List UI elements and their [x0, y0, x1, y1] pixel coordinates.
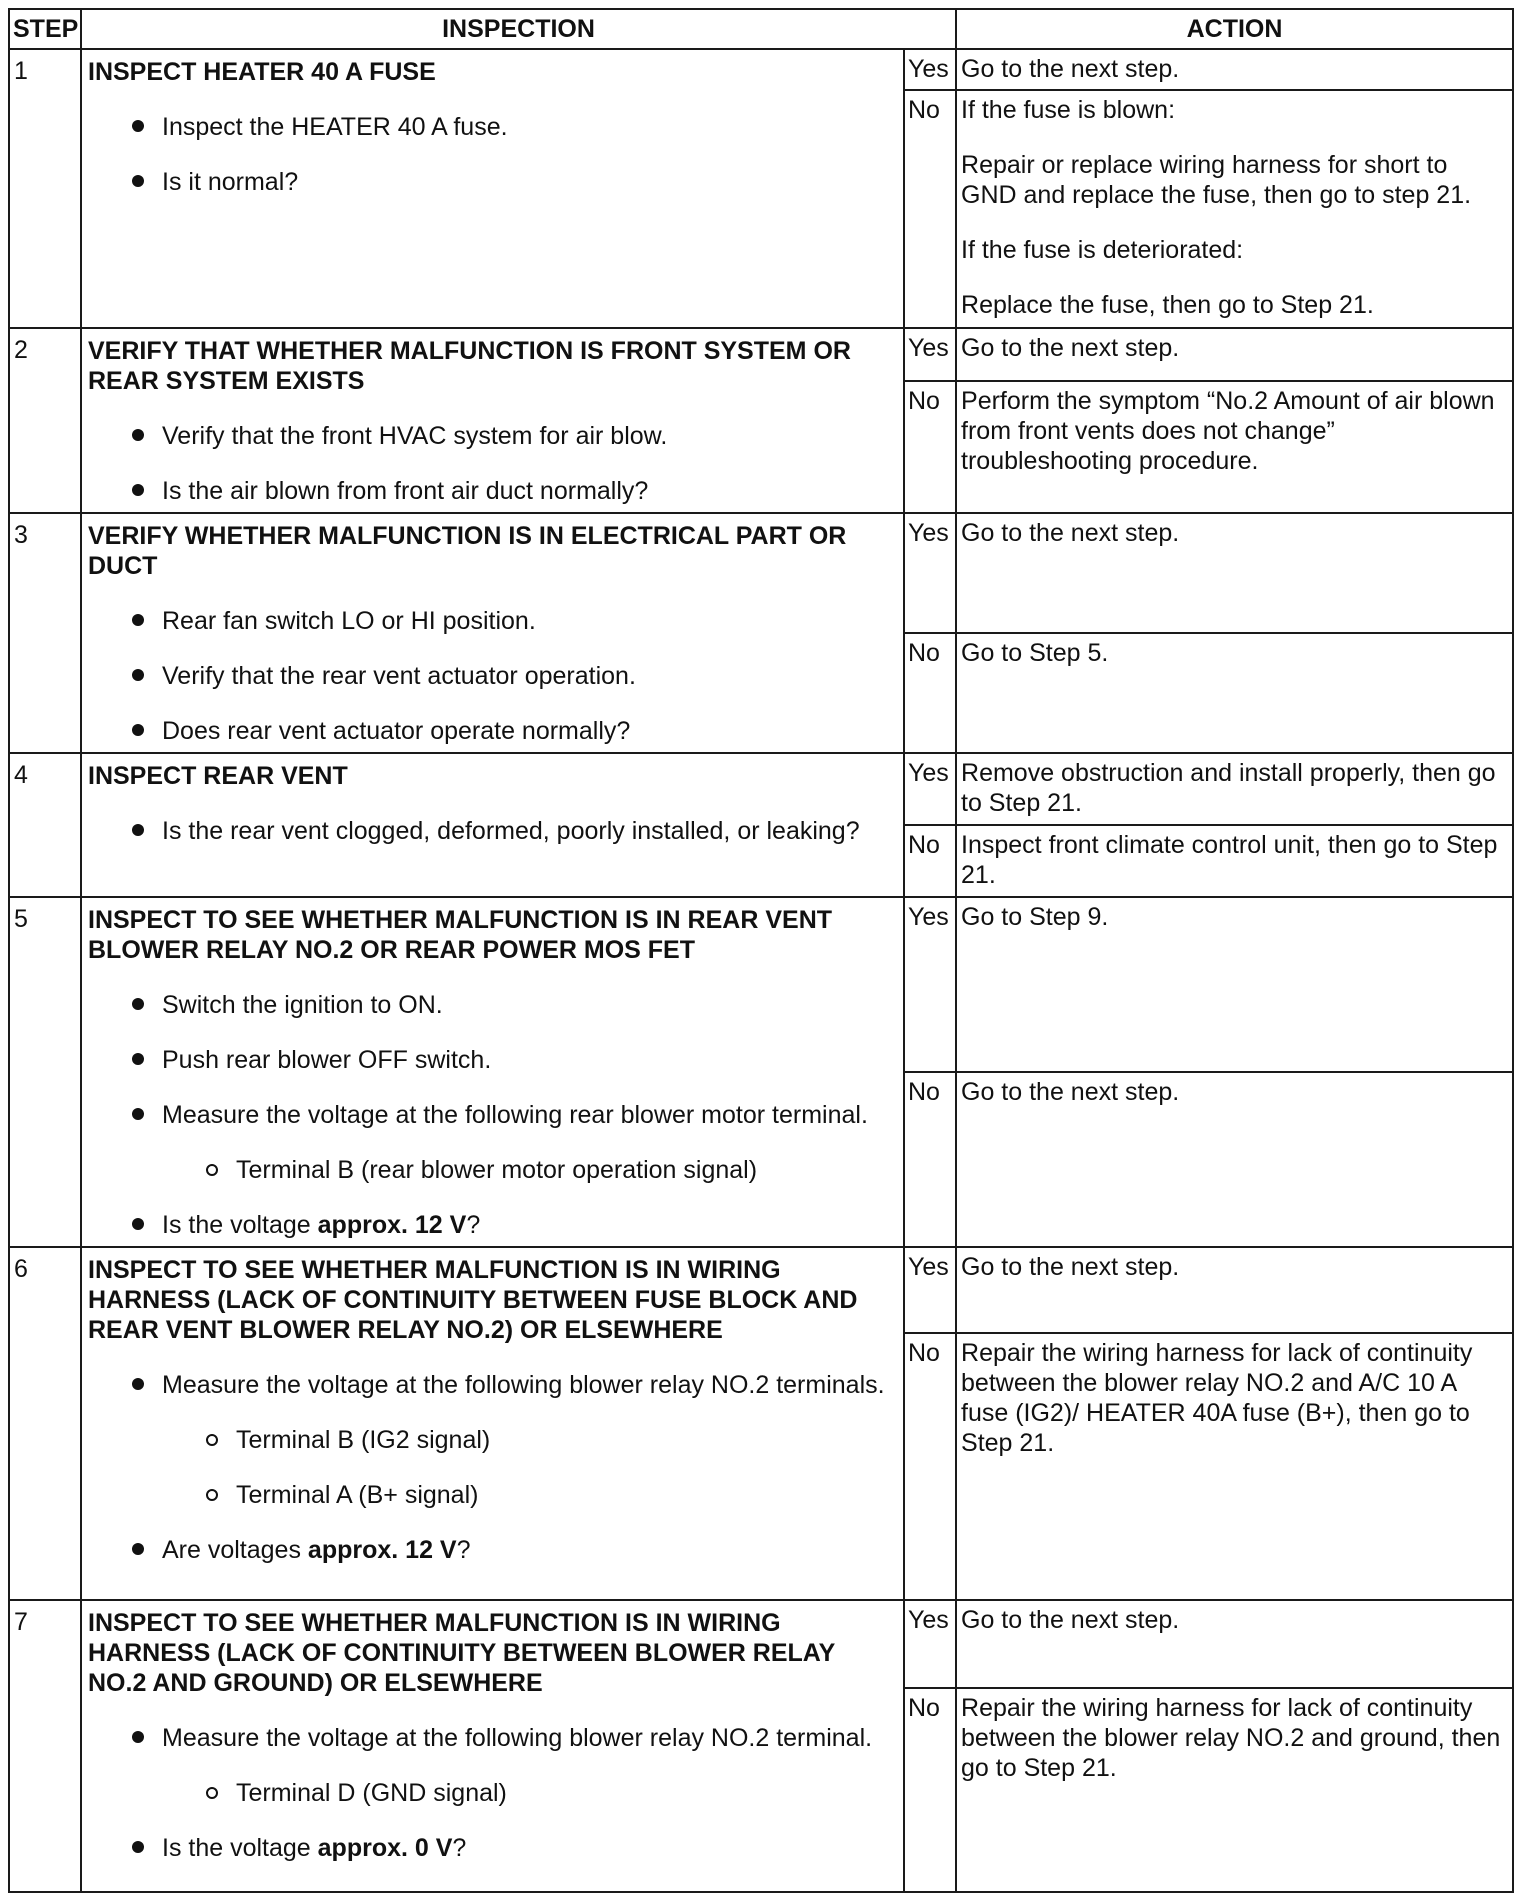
action-text: Inspect front climate control unit, then go to Step 21. [961, 831, 1498, 889]
step-number: 5 [9, 897, 81, 1247]
inspection-bullet: Is the air blown from front air duct normally? [88, 476, 897, 506]
yes-label: Yes [904, 49, 956, 90]
no-label: No [904, 1072, 956, 1247]
inspection-cell [81, 328, 904, 513]
inspection-column-header: INSPECTION [81, 9, 956, 49]
step-column-header: STEP [9, 9, 81, 49]
inspection-sub-bullet: Terminal B (IG2 signal) [88, 1425, 897, 1455]
inspection-bullet: Verify that the rear vent actuator operation. [88, 661, 897, 691]
table-row [9, 753, 1513, 825]
no-action [956, 381, 1513, 513]
question-text: Is the voltage [162, 1834, 318, 1862]
yes-action [956, 513, 1513, 633]
step-number: 3 [9, 513, 81, 753]
no-action [956, 633, 1513, 753]
action-text: Go to Step 5. [961, 639, 1109, 667]
no-label: No [904, 633, 956, 753]
question-value: approx. 12 V [317, 1211, 467, 1239]
step-number: 2 [9, 328, 81, 513]
yes-action [956, 1247, 1513, 1333]
yes-label: Yes [904, 1247, 956, 1333]
step-title: INSPECT TO SEE WHETHER MALFUNCTION IS IN WIRING HARNESS (LACK OF CONTINUITY BETWEEN BLOWER RELAY NO.2 AND GROUND) OR ELSEWHERE [88, 1609, 835, 1697]
step-title: VERIFY WHETHER MALFUNCTION IS IN ELECTRICAL PART OR DUCT [88, 522, 847, 580]
inspection-cell [81, 753, 904, 897]
question-value: approx. 0 V [317, 1834, 453, 1862]
inspection-bullet: Push rear blower OFF switch. [88, 1045, 897, 1075]
yes-action [956, 897, 1513, 1072]
action-column-header: ACTION [956, 9, 1513, 49]
inspection-bullet: Is it normal? [88, 167, 897, 197]
inspection-bullet: Measure the voltage at the following blower relay NO.2 terminal. [88, 1723, 897, 1753]
inspection-list [88, 1723, 897, 1863]
action-text: Go to the next step. [961, 1078, 1180, 1106]
action-text: Perform the symptom “No.2 Amount of air blown from front vents does not change” troubleshooting procedure. [961, 386, 1495, 475]
yes-action [956, 328, 1513, 381]
no-label: No [904, 1333, 956, 1600]
inspection-bullet: Is the rear vent clogged, deformed, poorly installed, or leaking? [88, 816, 897, 846]
action-text: Repair the wiring harness for lack of continuity between the blower relay NO.2 and A/C 10 A fuse (IG2)/ HEATER 40A fuse (B+), then go to Step 21. [961, 1339, 1473, 1457]
action-text: Go to the next step. [961, 1253, 1180, 1281]
action-text: Remove obstruction and install properly, then go to Step 21. [961, 759, 1496, 817]
inspection-cell [81, 513, 904, 753]
question-text: Are voltages [162, 1536, 308, 1564]
inspection-bullet: Measure the voltage at the following rear blower motor terminal. [88, 1100, 897, 1130]
troubleshooting-table [8, 8, 1514, 1893]
action-text: Go to the next step. [961, 1606, 1180, 1634]
inspection-list [88, 112, 897, 197]
no-label: No [904, 825, 956, 897]
action-text: Go to the next step. [961, 55, 1180, 83]
no-action [956, 825, 1513, 897]
step-number: 6 [9, 1247, 81, 1600]
inspection-bullet: Measure the voltage at the following blower relay NO.2 terminals. [88, 1370, 897, 1400]
step-number: 4 [9, 753, 81, 897]
yes-label: Yes [904, 513, 956, 633]
inspection-list [88, 990, 897, 1240]
yes-label: Yes [904, 753, 956, 825]
yes-action [956, 753, 1513, 825]
yes-label: Yes [904, 328, 956, 381]
inspection-list [88, 606, 897, 746]
yes-action [956, 1600, 1513, 1688]
question-mark: ? [456, 1536, 471, 1564]
table-row [9, 897, 1513, 1072]
no-action [956, 1072, 1513, 1247]
action-text: Go to the next step. [961, 519, 1180, 547]
action-text: Replace the fuse, then go to Step 21. [961, 291, 1374, 319]
table-row [9, 513, 1513, 633]
action-text: Go to the next step. [961, 334, 1180, 362]
question-value: approx. 12 V [307, 1536, 457, 1564]
inspection-cell [81, 49, 904, 328]
inspection-list [88, 816, 897, 846]
inspection-bullet: Verify that the front HVAC system for air blow. [88, 421, 897, 451]
inspection-question [88, 1833, 897, 1863]
inspection-question [88, 1210, 897, 1240]
question-text: Is the voltage [162, 1211, 318, 1239]
inspection-question [88, 1535, 897, 1565]
no-action [956, 90, 1513, 328]
table-row [9, 328, 1513, 381]
yes-label: Yes [904, 897, 956, 1072]
action-text: If the fuse is deteriorated: [961, 236, 1244, 264]
inspection-sub-bullet: Terminal B (rear blower motor operation signal) [88, 1155, 897, 1185]
step-number: 7 [9, 1600, 81, 1892]
step-title: INSPECT HEATER 40 A FUSE [88, 58, 436, 86]
action-text: Repair or replace wiring harness for short to GND and replace the fuse, then go to step 21. [961, 151, 1472, 209]
inspection-sub-bullet: Terminal A (B+ signal) [88, 1480, 897, 1510]
action-text: Go to Step 9. [961, 903, 1109, 931]
table-row [9, 1600, 1513, 1688]
table-row [9, 49, 1513, 90]
no-label: No [904, 381, 956, 513]
no-action [956, 1333, 1513, 1600]
table-header-row [9, 9, 1513, 49]
inspection-cell [81, 1247, 904, 1600]
inspection-cell [81, 1600, 904, 1892]
inspection-list [88, 421, 897, 506]
troubleshooting-page [8, 8, 1512, 1888]
question-mark: ? [466, 1211, 481, 1239]
yes-action [956, 49, 1513, 90]
step-number: 1 [9, 49, 81, 328]
no-label: No [904, 1688, 956, 1892]
inspection-bullet: Rear fan switch LO or HI position. [88, 606, 897, 636]
action-text: If the fuse is blown: [961, 96, 1176, 124]
action-text: Repair the wiring harness for lack of continuity between the blower relay NO.2 and ground, then go to Step 21. [961, 1694, 1501, 1782]
inspection-cell [81, 897, 904, 1247]
yes-label: Yes [904, 1600, 956, 1688]
inspection-bullet: Switch the ignition to ON. [88, 990, 897, 1020]
inspection-list [88, 1370, 897, 1565]
inspection-bullet: Inspect the HEATER 40 A fuse. [88, 112, 897, 142]
step-title: INSPECT TO SEE WHETHER MALFUNCTION IS IN WIRING HARNESS (LACK OF CONTINUITY BETWEEN FUSE BLOCK AND REAR VENT BLOWER RELAY NO.2) OR ELSEWHERE [88, 1256, 858, 1344]
question-mark: ? [452, 1834, 467, 1862]
inspection-sub-bullet: Terminal D (GND signal) [88, 1778, 897, 1808]
step-title: INSPECT REAR VENT [88, 762, 348, 790]
inspection-bullet: Does rear vent actuator operate normally? [88, 716, 897, 746]
step-title: INSPECT TO SEE WHETHER MALFUNCTION IS IN REAR VENT BLOWER RELAY NO.2 OR REAR POWER MOS FET [88, 906, 833, 964]
no-label: No [904, 90, 956, 328]
no-action [956, 1688, 1513, 1892]
step-title: VERIFY THAT WHETHER MALFUNCTION IS FRONT SYSTEM OR REAR SYSTEM EXISTS [88, 337, 851, 395]
table-row [9, 1247, 1513, 1333]
